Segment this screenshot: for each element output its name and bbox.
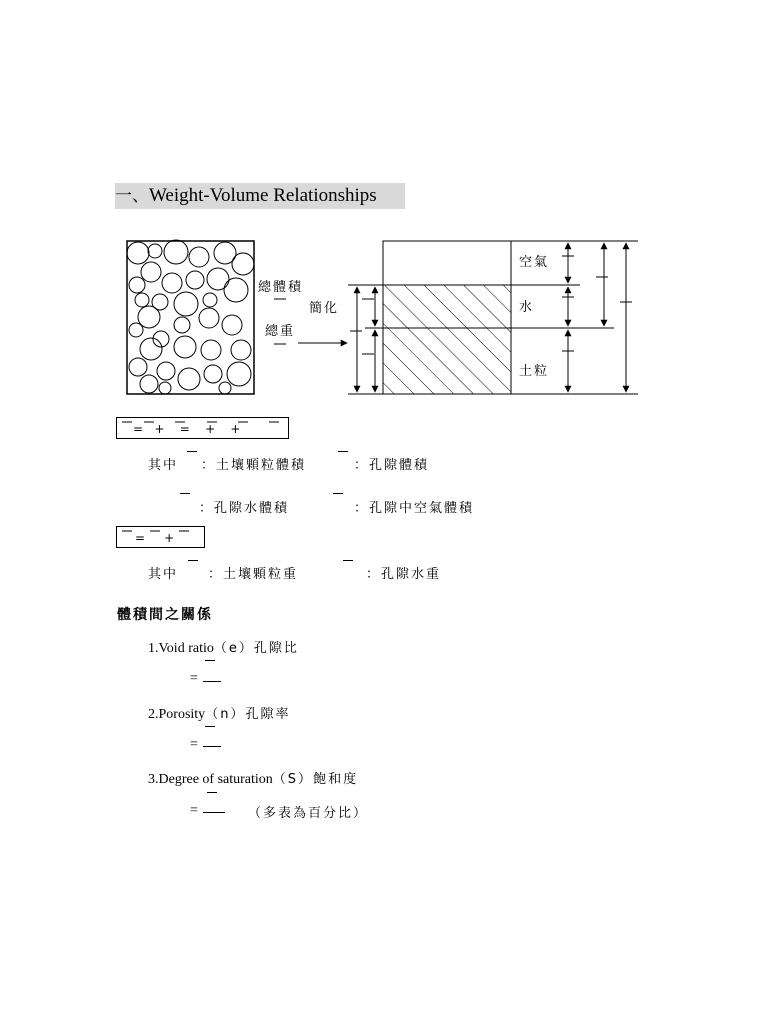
label-total-weight: 總重 <box>265 324 296 339</box>
weight-terms-intro: 其中 <box>148 567 179 582</box>
term-void-volume: ：孔隙體積 <box>354 458 430 473</box>
porosity-fraction-bar <box>203 746 221 747</box>
overbar-ww <box>343 560 353 561</box>
volume-terms-intro: 其中 <box>148 458 179 473</box>
overbar-vv <box>338 451 348 452</box>
saturation-note: （多表為百分比） <box>248 806 369 821</box>
void-ratio-symbol: （e） <box>213 641 254 656</box>
saturation-name: 飽和度 <box>313 772 359 787</box>
void-ratio-eq: = <box>190 671 198 686</box>
overbar-vs <box>187 451 197 452</box>
volume-equation-box <box>116 417 289 439</box>
saturation-fraction-bar <box>203 812 225 813</box>
phase-block <box>383 241 511 394</box>
term-water-weight: ：孔隙水重 <box>366 567 442 582</box>
void-ratio-line <box>148 637 299 657</box>
porosity-label: 2.Porosity <box>148 707 206 722</box>
saturation-symbol: （S） <box>272 772 314 787</box>
weight-equation-text: = + <box>135 531 175 545</box>
porosity-name: 孔隙率 <box>245 707 291 722</box>
void-ratio-label: 1.Void ratio <box>148 641 214 656</box>
phase-diagram <box>0 0 768 420</box>
void-ratio-fraction-bar <box>203 681 221 682</box>
porosity-line <box>148 703 290 723</box>
saturation-line <box>148 768 358 788</box>
porosity-symbol: （n） <box>205 707 246 722</box>
label-total-volume: 總體積 <box>258 280 304 295</box>
volume-equation-text: = + = + + <box>133 422 241 436</box>
label-soil: 土粒 <box>519 364 550 379</box>
overbar-ws <box>188 560 198 561</box>
heading-title: Weight-Volume Relationships <box>149 185 377 206</box>
saturation-overbar <box>207 792 217 793</box>
soil-sample <box>127 240 254 394</box>
porosity-eq: = <box>190 737 198 752</box>
term-water-volume: ：孔隙水體積 <box>199 501 290 516</box>
label-simplify: 簡化 <box>309 301 340 316</box>
section-title: 體積間之關係 <box>117 607 213 623</box>
term-soil-weight: ：土壤顆粒重 <box>208 567 299 582</box>
void-ratio-overbar <box>205 660 215 661</box>
term-air-volume: ：孔隙中空氣體積 <box>354 501 475 516</box>
saturation-eq: = <box>190 803 198 818</box>
weight-equation-box <box>116 526 205 548</box>
overbar-vw <box>180 493 190 494</box>
saturation-label: 3.Degree of saturation <box>148 772 273 787</box>
void-ratio-name: 孔隙比 <box>253 641 299 656</box>
heading-number: 一、 <box>115 186 149 206</box>
left-dimensions <box>348 285 383 394</box>
overbar-va <box>333 493 343 494</box>
term-soil-volume: ：土壤顆粒體積 <box>201 458 307 473</box>
label-water: 水 <box>519 300 535 315</box>
label-air: 空氣 <box>519 255 550 270</box>
porosity-overbar <box>205 726 215 727</box>
